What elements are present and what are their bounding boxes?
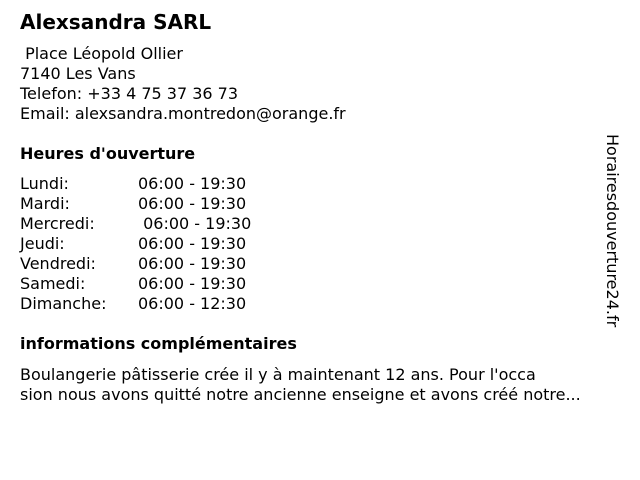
hours-row-thursday — [20, 234, 280, 254]
business-description — [20, 365, 620, 405]
hours-row-wednesday — [20, 214, 280, 234]
city-postcode: 7140 Les Vans — [20, 64, 136, 83]
opening-hours-heading: Heures d'ouverture — [20, 144, 196, 163]
day-label: Dimanche: — [20, 294, 107, 313]
time-range: 06:00 - 19:30 — [138, 274, 247, 293]
day-label: Vendredi: — [20, 254, 96, 273]
business-address — [20, 44, 346, 124]
hours-row-friday — [20, 254, 280, 274]
time-range: 06:00 - 19:30 — [138, 214, 252, 233]
day-label: Samedi: — [20, 274, 86, 293]
hours-row-saturday — [20, 274, 280, 294]
opening-hours-list — [20, 174, 280, 314]
hours-row-monday — [20, 174, 280, 194]
hours-row-sunday — [20, 294, 280, 314]
email-address: Email: alexsandra.montredon@orange.fr — [20, 104, 346, 123]
additional-info-heading: informations complémentaires — [20, 334, 297, 353]
day-label: Mardi: — [20, 194, 70, 213]
day-label: Jeudi: — [20, 234, 65, 253]
site-watermark: Horairesdouverture24.fr — [603, 134, 622, 328]
hours-row-tuesday — [20, 194, 280, 214]
day-label: Lundi: — [20, 174, 69, 193]
description-line: Boulangerie pâtisserie crée il y à maintenant 12 ans. Pour l'occa — [20, 365, 536, 384]
time-range: 06:00 - 19:30 — [138, 194, 247, 213]
time-range: 06:00 - 12:30 — [138, 294, 247, 313]
time-range: 06:00 - 19:30 — [138, 174, 247, 193]
phone-number: Telefon: +33 4 75 37 36 73 — [20, 84, 239, 103]
description-line: sion nous avons quitté notre ancienne enseigne et avons créé notre... — [20, 385, 581, 404]
time-range: 06:00 - 19:30 — [138, 254, 247, 273]
street-address: Place Léopold Ollier — [20, 44, 183, 63]
day-label: Mercredi: — [20, 214, 95, 233]
business-name: Alexsandra SARL — [20, 10, 212, 34]
time-range: 06:00 - 19:30 — [138, 234, 247, 253]
